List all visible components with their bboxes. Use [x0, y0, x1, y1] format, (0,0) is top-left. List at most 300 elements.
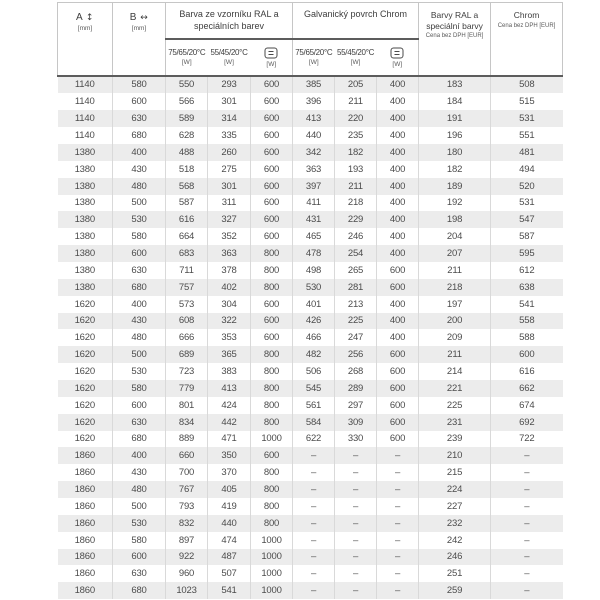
cell: 1140 — [74, 96, 95, 108]
cell: 182 — [419, 161, 491, 178]
cell: 683 — [166, 245, 208, 262]
cell: 580 — [113, 532, 166, 549]
cell: 189 — [419, 178, 491, 195]
cell: 580 — [113, 380, 166, 397]
cell: 800 — [251, 380, 293, 397]
cell: 480 — [113, 329, 166, 346]
cell: 1860 — [74, 534, 95, 546]
col-header-b — [113, 3, 166, 76]
table-row — [58, 228, 563, 245]
cell: 600 — [113, 549, 166, 566]
table-row — [58, 296, 563, 313]
subcol-chrom-7565: 75/65/20°C [W] — [293, 39, 335, 76]
cell: 600 — [251, 228, 293, 245]
cell: 474 — [208, 532, 251, 549]
cell: 680 — [113, 127, 166, 144]
cell: 551 — [491, 127, 563, 144]
cell: 541 — [208, 582, 251, 599]
cell: 793 — [166, 498, 208, 515]
cell: 506 — [293, 363, 335, 380]
table-row — [58, 498, 563, 515]
cell: – — [491, 532, 563, 549]
cell: 600 — [377, 363, 419, 380]
cell: 430 — [113, 464, 166, 481]
cell: 193 — [335, 161, 377, 178]
cell: – — [335, 481, 377, 498]
cell: 608 — [166, 313, 208, 330]
table-row — [58, 161, 563, 178]
cell: – — [377, 532, 419, 549]
cell: 897 — [166, 532, 208, 549]
cell: 1380 — [58, 279, 113, 296]
cell: 800 — [251, 245, 293, 262]
cell: 220 — [335, 110, 377, 127]
cell: 401 — [293, 296, 335, 313]
cell: – — [491, 481, 563, 498]
price-table — [57, 2, 563, 599]
table-row — [58, 262, 563, 279]
cell: 800 — [251, 262, 293, 279]
cell: 800 — [251, 363, 293, 380]
cell: 335 — [208, 127, 251, 144]
col-a-label: A ↕ — [76, 12, 94, 23]
cell: – — [293, 582, 335, 599]
cell: 587 — [166, 195, 208, 212]
cell: 400 — [377, 329, 419, 346]
cell: 1860 — [74, 500, 95, 512]
cell: 600 — [113, 93, 166, 110]
cell: 800 — [251, 397, 293, 414]
col-a-unit: [mm] — [77, 25, 93, 32]
cell: 322 — [208, 313, 251, 330]
cell: 700 — [166, 464, 208, 481]
cell: 487 — [208, 549, 251, 566]
cell: 383 — [208, 363, 251, 380]
cell: 1380 — [58, 211, 113, 228]
cell: 600 — [377, 414, 419, 431]
cell: 480 — [113, 178, 166, 195]
cell: 680 — [113, 582, 166, 599]
cell: 396 — [293, 93, 335, 110]
cell: 666 — [166, 329, 208, 346]
cell: 530 — [293, 279, 335, 296]
cell: 800 — [251, 464, 293, 481]
cell: 1023 — [166, 582, 208, 599]
cell: 922 — [166, 549, 208, 566]
cell: – — [377, 464, 419, 481]
cell: 600 — [251, 178, 293, 195]
cell: 400 — [377, 178, 419, 195]
cell: 589 — [166, 110, 208, 127]
cell: 595 — [491, 245, 563, 262]
cell: 184 — [419, 93, 491, 110]
header-group-row — [58, 3, 563, 39]
cell: – — [491, 447, 563, 464]
cell: 630 — [113, 110, 166, 127]
cell: 612 — [491, 262, 563, 279]
cell: 600 — [377, 380, 419, 397]
cell: 1620 — [74, 366, 95, 378]
cell: 801 — [166, 397, 208, 414]
cell: 1860 — [74, 467, 95, 479]
cell: 545 — [293, 380, 335, 397]
cell: 616 — [166, 211, 208, 228]
cell: 327 — [208, 211, 251, 228]
cell: 630 — [113, 262, 166, 279]
cell: 889 — [166, 431, 208, 448]
cell: 722 — [491, 431, 563, 448]
cell: 424 — [208, 397, 251, 414]
cell: 1000 — [251, 532, 293, 549]
cell: – — [491, 498, 563, 515]
cell: 210 — [419, 447, 491, 464]
cell: 400 — [377, 313, 419, 330]
cell: – — [293, 464, 335, 481]
cell: 301 — [208, 178, 251, 195]
cell: – — [377, 549, 419, 566]
cell: 413 — [293, 110, 335, 127]
cell: 260 — [208, 144, 251, 161]
cell: 723 — [166, 363, 208, 380]
cell: 353 — [208, 329, 251, 346]
table-row — [58, 313, 563, 330]
cell: 584 — [293, 414, 335, 431]
cell: 400 — [377, 110, 419, 127]
cell: 530 — [113, 211, 166, 228]
cell: 198 — [419, 211, 491, 228]
cell: 580 — [113, 228, 166, 245]
cell: 400 — [113, 447, 166, 464]
cell: – — [293, 481, 335, 498]
cell: 800 — [251, 481, 293, 498]
cell: 342 — [293, 144, 335, 161]
table-row — [58, 346, 563, 363]
cell: – — [335, 464, 377, 481]
cell: 200 — [419, 313, 491, 330]
col-b-label: B ↔ — [129, 12, 149, 23]
cell: 832 — [166, 515, 208, 532]
table-row — [58, 414, 563, 431]
cell: 211 — [419, 262, 491, 279]
cell: – — [293, 515, 335, 532]
cell: 1140 — [58, 110, 113, 127]
cell: – — [335, 565, 377, 582]
cell: 352 — [208, 228, 251, 245]
vertical-arrow-icon: ↕ — [85, 13, 94, 23]
cell: 385 — [293, 76, 335, 94]
cell: 530 — [113, 363, 166, 380]
cell: 800 — [251, 515, 293, 532]
price-ral-subtitle: Cena bez DPH [EUR] — [425, 33, 484, 40]
cell: 600 — [113, 245, 166, 262]
table-row — [58, 565, 563, 582]
table-row — [58, 195, 563, 212]
cell: 689 — [166, 346, 208, 363]
group-header-chrom: Galvanický povrch Chrom — [293, 3, 419, 39]
cell: 293 — [208, 76, 251, 94]
subcol-chrom-element: [W] — [377, 39, 419, 76]
col-header-a — [58, 3, 113, 76]
cell: 246 — [335, 228, 377, 245]
table-row — [58, 329, 563, 346]
cell: 411 — [293, 195, 335, 212]
cell: 207 — [419, 245, 491, 262]
cell: 660 — [166, 447, 208, 464]
cell: 1000 — [251, 582, 293, 599]
col-b-unit: [mm] — [131, 25, 147, 32]
cell: 402 — [208, 279, 251, 296]
cell: 600 — [251, 329, 293, 346]
cell: 430 — [113, 161, 166, 178]
cell: 600 — [251, 76, 293, 94]
cell: 622 — [293, 431, 335, 448]
heating-element-icon — [251, 46, 293, 59]
cell: 440 — [208, 515, 251, 532]
cell: 600 — [251, 93, 293, 110]
cell: 400 — [113, 144, 166, 161]
cell: 363 — [208, 245, 251, 262]
cell: 471 — [208, 431, 251, 448]
cell: – — [335, 515, 377, 532]
cell: 197 — [419, 296, 491, 313]
cell: 400 — [377, 76, 419, 94]
cell: 419 — [208, 498, 251, 515]
cell: 500 — [113, 195, 166, 212]
cell: 224 — [419, 481, 491, 498]
cell: 221 — [419, 380, 491, 397]
cell: 239 — [419, 431, 491, 448]
table-header — [58, 3, 563, 76]
cell: 1620 — [74, 433, 95, 445]
subcol-ral-7565: 75/65/20°C [W] — [166, 39, 208, 76]
cell: 508 — [491, 76, 563, 94]
table-row — [58, 549, 563, 566]
cell: 1620 — [58, 380, 113, 397]
cell: 311 — [208, 195, 251, 212]
cell: 466 — [293, 329, 335, 346]
cell: 426 — [293, 313, 335, 330]
cell: 182 — [335, 144, 377, 161]
cell: 600 — [251, 313, 293, 330]
table-row — [58, 211, 563, 228]
cell: 400 — [377, 93, 419, 110]
cell: 1620 — [74, 298, 95, 310]
cell: 180 — [419, 144, 491, 161]
cell: 568 — [166, 178, 208, 195]
cell: 192 — [419, 195, 491, 212]
table-row — [58, 582, 563, 599]
cell: 431 — [293, 211, 335, 228]
cell: 600 — [377, 431, 419, 448]
cell: 225 — [335, 313, 377, 330]
table-body — [58, 76, 563, 600]
cell: 680 — [113, 431, 166, 448]
cell: 638 — [491, 279, 563, 296]
subcol-ral-5545: 55/45/20°C [W] — [208, 39, 251, 76]
cell: 600 — [377, 262, 419, 279]
table-row — [58, 532, 563, 549]
cell: 281 — [335, 279, 377, 296]
table-row — [58, 481, 563, 498]
cell: 1000 — [251, 431, 293, 448]
cell: 530 — [113, 515, 166, 532]
cell: – — [377, 515, 419, 532]
cell: 191 — [419, 110, 491, 127]
cell: – — [293, 498, 335, 515]
cell: 800 — [251, 279, 293, 296]
cell: 566 — [166, 93, 208, 110]
cell: 1380 — [74, 231, 95, 243]
cell: 1000 — [251, 565, 293, 582]
cell: 674 — [491, 397, 563, 414]
cell: 800 — [251, 414, 293, 431]
cell: 275 — [208, 161, 251, 178]
cell: 507 — [208, 565, 251, 582]
cell: 498 — [293, 262, 335, 279]
cell: 478 — [293, 245, 335, 262]
cell: – — [491, 464, 563, 481]
cell: – — [377, 582, 419, 599]
cell: 211 — [419, 346, 491, 363]
cell: 205 — [335, 76, 377, 94]
cell: 225 — [419, 397, 491, 414]
cell: 309 — [335, 414, 377, 431]
cell: – — [335, 549, 377, 566]
cell: 561 — [293, 397, 335, 414]
cell: 1860 — [58, 515, 113, 532]
group-header-ral: Barva ze vzorníku RAL a speciálních barev — [166, 3, 293, 39]
cell: 600 — [251, 110, 293, 127]
table-row — [58, 110, 563, 127]
cell: 541 — [491, 296, 563, 313]
table-row — [58, 76, 563, 94]
cell: 600 — [251, 127, 293, 144]
cell: 600 — [251, 161, 293, 178]
cell: 218 — [335, 195, 377, 212]
cell: 600 — [377, 279, 419, 296]
cell: 213 — [335, 296, 377, 313]
cell: 680 — [113, 279, 166, 296]
cell: 550 — [166, 76, 208, 94]
cell: 580 — [113, 76, 166, 94]
cell: – — [377, 498, 419, 515]
cell: 442 — [208, 414, 251, 431]
cell: 1380 — [58, 178, 113, 195]
cell: 405 — [208, 481, 251, 498]
cell: 183 — [419, 76, 491, 94]
cell: 600 — [491, 346, 563, 363]
table-row — [58, 363, 563, 380]
table-row — [58, 144, 563, 161]
cell: – — [491, 515, 563, 532]
cell: 400 — [377, 144, 419, 161]
cell: 400 — [377, 228, 419, 245]
cell: 520 — [491, 178, 563, 195]
cell: 350 — [208, 447, 251, 464]
table-row — [58, 380, 563, 397]
cell: 400 — [113, 296, 166, 313]
cell: – — [377, 447, 419, 464]
cell: 630 — [113, 565, 166, 582]
price-chrom-title: Chrom — [513, 10, 540, 20]
cell: 1620 — [74, 332, 95, 344]
cell: 301 — [208, 93, 251, 110]
cell: 531 — [491, 195, 563, 212]
cell: 664 — [166, 228, 208, 245]
cell: – — [377, 481, 419, 498]
cell: 218 — [419, 279, 491, 296]
cell: – — [491, 582, 563, 599]
cell: 757 — [166, 279, 208, 296]
cell: 229 — [335, 211, 377, 228]
subcol-ral-element: [W] — [251, 39, 293, 76]
cell: 600 — [377, 397, 419, 414]
cell: 800 — [251, 498, 293, 515]
cell: 558 — [491, 313, 563, 330]
price-ral-title: Barvy RAL a speciální barvy — [426, 10, 483, 31]
cell: 211 — [335, 178, 377, 195]
cell: – — [491, 549, 563, 566]
cell: 400 — [377, 211, 419, 228]
cell: 1860 — [58, 549, 113, 566]
cell: 232 — [419, 515, 491, 532]
cell: 400 — [377, 195, 419, 212]
horizontal-arrow-icon: ↔ — [140, 13, 149, 23]
cell: 1140 — [58, 76, 113, 94]
cell: 494 — [491, 161, 563, 178]
cell: 779 — [166, 380, 208, 397]
table-row — [58, 127, 563, 144]
cell: 518 — [166, 161, 208, 178]
cell: 1380 — [74, 163, 95, 175]
cell: 289 — [335, 380, 377, 397]
cell: 251 — [419, 565, 491, 582]
table-row — [58, 178, 563, 195]
cell: 242 — [419, 532, 491, 549]
table-row — [58, 515, 563, 532]
cell: 515 — [491, 93, 563, 110]
cell: 482 — [293, 346, 335, 363]
cell: 1860 — [58, 481, 113, 498]
cell: 600 — [251, 144, 293, 161]
cell: 960 — [166, 565, 208, 582]
cell: 400 — [377, 161, 419, 178]
cell: 215 — [419, 464, 491, 481]
cell: 600 — [251, 195, 293, 212]
col-header-price-chrom — [491, 3, 563, 76]
cell: 600 — [251, 296, 293, 313]
cell: – — [293, 565, 335, 582]
cell: 1860 — [58, 447, 113, 464]
cell: 247 — [335, 329, 377, 346]
cell: 692 — [491, 414, 563, 431]
cell: 227 — [419, 498, 491, 515]
cell: 413 — [208, 380, 251, 397]
cell: 547 — [491, 211, 563, 228]
cell: 204 — [419, 228, 491, 245]
cell: 481 — [491, 144, 563, 161]
table-row — [58, 279, 563, 296]
cell: – — [335, 532, 377, 549]
cell: 531 — [491, 110, 563, 127]
cell: – — [335, 498, 377, 515]
cell: 1380 — [74, 264, 95, 276]
cell: 1000 — [251, 549, 293, 566]
cell: 1380 — [58, 144, 113, 161]
table-row — [58, 464, 563, 481]
cell: 630 — [113, 414, 166, 431]
cell: 488 — [166, 144, 208, 161]
